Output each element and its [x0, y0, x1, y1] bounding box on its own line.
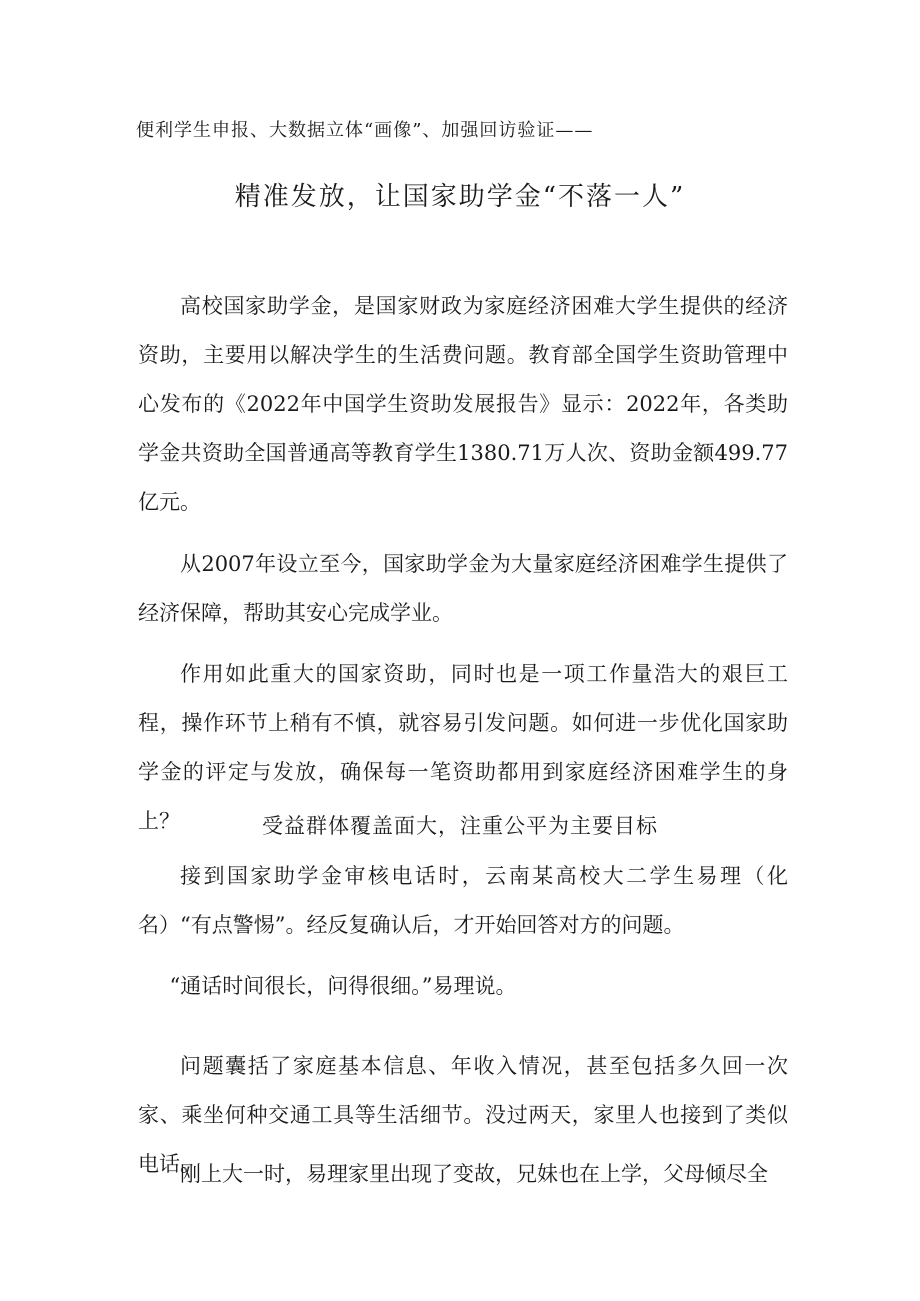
- section-heading: 受益群体覆盖面大，注重公平为主要目标: [262, 814, 658, 838]
- paragraph-2: 从2007年设立至今，国家助学金为大量家庭经济困难学生提供了经济保障，帮助其安心完成学业。: [138, 552, 788, 625]
- paragraph-6: 问题囊括了家庭基本信息、年收入情况，甚至包括多久回一次家、乘坐何种交通工具等生活细节。没过两天，家里人也接到了类似电话。: [138, 1054, 788, 1176]
- paragraph-5: “通话时间很长，问得很细。”易理说。: [169, 974, 517, 998]
- paragraph-7: 刚上大一时，易理家里出现了变故，兄妹也在上学，父母倾尽全: [180, 1162, 768, 1186]
- article-title: 精准发放，让国家助学金“不落一人”: [234, 182, 686, 212]
- article-subtitle: 便利学生申报、大数据立体“画像”、加强回访验证——: [136, 120, 594, 141]
- paragraph-1: 高校国家助学金，是国家财政为家庭经济困难大学生提供的经济资助，主要用以解决学生的生活费问题。教育部全国学生资助管理中心发布的《2022年中国学生资助发展报告》显示：2022年，各类助学金共资助全国普通高等教育学生1380.71万人次、资助金额499.77亿元。: [138, 294, 788, 514]
- paragraph-4: 接到国家助学金审核电话时，云南某高校大二学生易理（化名）“有点警惕”。经反复确认后，才开始回答对方的问题。: [138, 864, 788, 937]
- paragraph-3: 作用如此重大的国家资助，同时也是一项工作量浩大的艰巨工程，操作环节上稍有不慎，就容易引发问题。如何进一步优化国家助学金的评定与发放，确保每一笔资助都用到家庭经济困难学生的身上？: [138, 662, 788, 833]
